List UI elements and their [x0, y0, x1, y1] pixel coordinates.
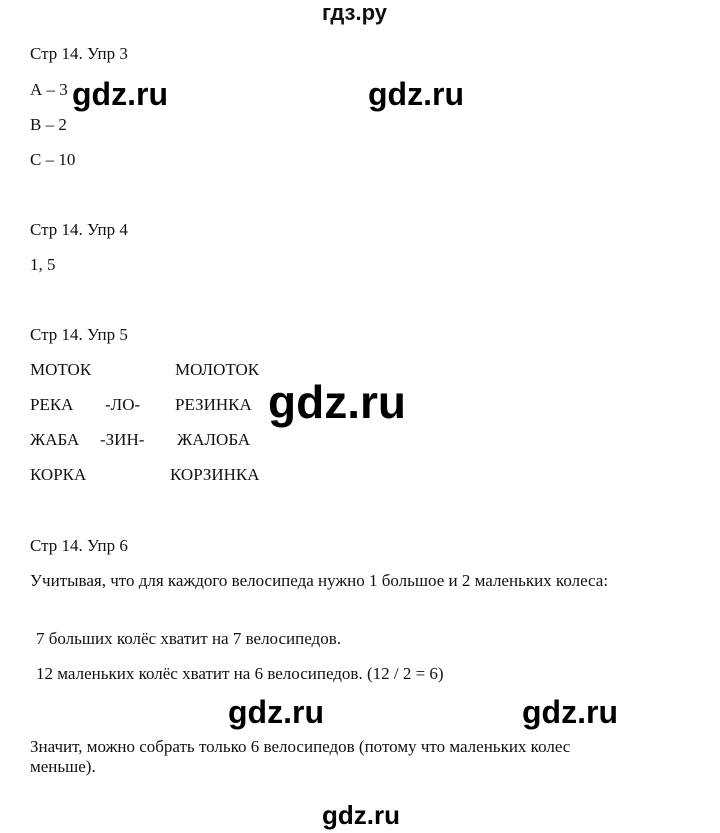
intro-text: Учитывая, что для каждого велосипеда нужно 1 большое и 2 маленьких колеса: — [30, 571, 609, 590]
answer-line: А – 3 — [30, 80, 68, 99]
watermark: gdz.ru — [368, 76, 464, 112]
section-heading: Стр 14. Упр 5 — [30, 325, 128, 344]
word-left: МОТОК — [30, 360, 92, 379]
word-mid: -ЛО- — [105, 395, 141, 414]
section-heading: Стр 14. Упр 6 — [30, 536, 128, 555]
section-heading: Стр 14. Упр 4 — [30, 220, 128, 239]
word-left: КОРКА — [30, 465, 87, 484]
answer-line: 1, 5 — [30, 255, 56, 274]
answer-line: 12 маленьких колёс хватит на 6 велосипедов. (12 / 2 = 6) — [36, 664, 444, 683]
answer-line: С – 10 — [30, 150, 76, 169]
word-right: ЖАЛОБА — [177, 430, 251, 449]
word-left: ЖАБА — [30, 430, 80, 449]
word-mid: -ЗИН- — [100, 430, 145, 449]
answer-line: В – 2 — [30, 115, 67, 134]
conclusion-text: Значит, можно собрать только 6 велосипедов (потому что маленьких колес меньше). — [30, 737, 571, 776]
word-left: РЕКА — [30, 395, 74, 414]
watermark: gdz.ru — [322, 800, 400, 830]
section-heading: Стр 14. Упр 3 — [30, 44, 128, 63]
watermark: gdz.ru — [268, 376, 406, 428]
watermark: gdz.ru — [228, 694, 324, 730]
answer-line: 7 больших колёс хватит на 7 велосипедов. — [36, 629, 341, 648]
site-title: гдз.ру — [322, 0, 387, 25]
word-right: МОЛОТОК — [175, 360, 260, 379]
word-right: РЕЗИНКА — [175, 395, 252, 414]
word-right: КОРЗИНКА — [170, 465, 260, 484]
watermark: gdz.ru — [522, 694, 618, 730]
watermark: gdz.ru — [72, 76, 168, 112]
